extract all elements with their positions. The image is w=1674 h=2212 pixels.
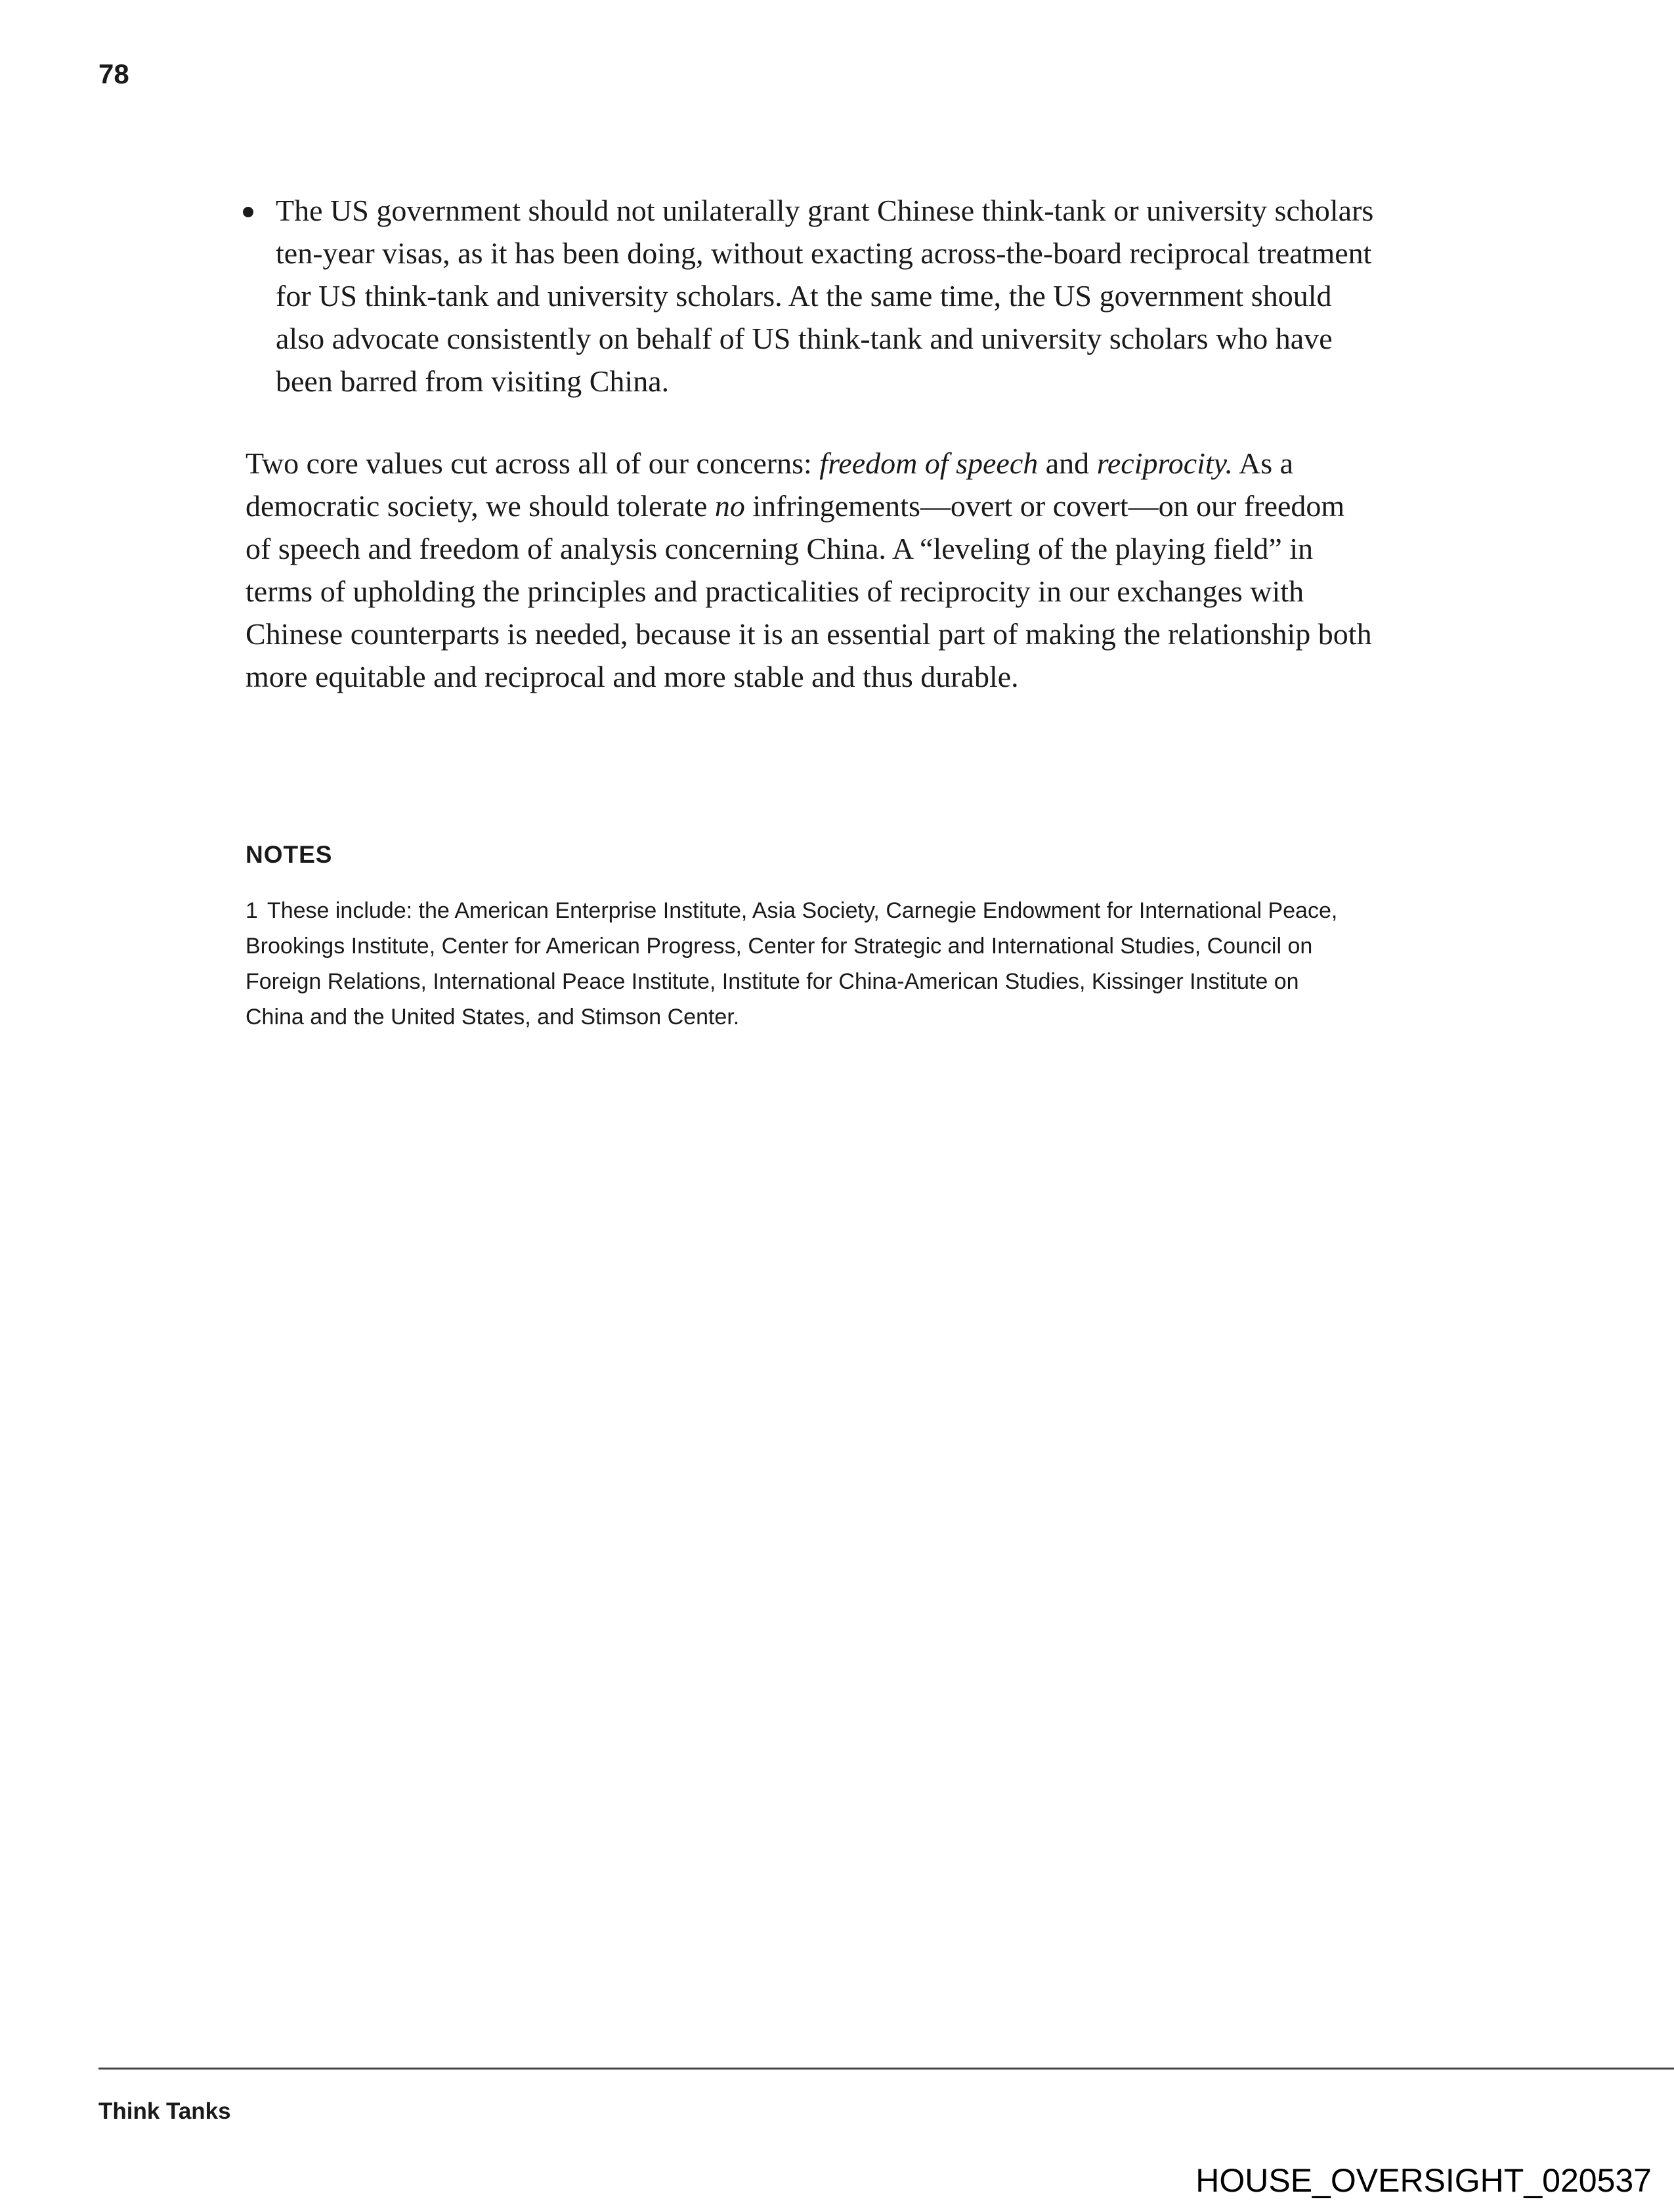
footnote-text: These include: the American Enterprise Institute, Asia Society, Carnegie Endowment for International Peace, Brookings Institute, Center for American Progress, Center for Strategic and International Studies, Council on Foreign Relations, International Peace Institute, Institute for China-American Studies, Kissinger Institute on China and the United States, and Stimson Center. <box>246 898 1338 1030</box>
body-italic-freedom-of-speech: freedom of speech <box>819 446 1039 480</box>
body-italic-reciprocity: reciprocity. <box>1096 446 1234 480</box>
page-number: 78 <box>98 58 129 89</box>
body-text-2: and <box>1038 446 1097 480</box>
recommendation-item <box>276 189 1379 402</box>
body-italic-no: no <box>714 489 745 523</box>
bullet-icon <box>243 207 253 217</box>
body-text-1: Two core values cut across all of our concerns: <box>246 446 820 480</box>
footer-divider <box>98 2068 1674 2070</box>
body-text-3: As a democratic society, we should tolerate <box>246 446 1294 523</box>
footnote <box>246 893 1362 1035</box>
footnote-number: 1 <box>246 898 258 923</box>
body-paragraph <box>246 442 1375 698</box>
body-text-4: infringements—overt or covert—on our freedom of speech and freedom of analysis concerning China. A “leveling of the playing field” in terms of upholding the principles and practicalities of reciprocity in our exchanges with Chinese counterparts is needed, because it is an essential part of making the relationship both more equitable and reciprocal and more stable and thus durable. <box>246 489 1372 693</box>
recommendation-list <box>276 189 1379 402</box>
recommendation-text: The US government should not unilaterally grant Chinese think-tank or university scholars ten-year visas, as it has been doing, without exacting across-the-board reciprocal treatment for US think-tank and university scholars. At the same time, the US government should also advocate consistently on behalf of US think-tank and university scholars who have been barred from visiting China. <box>276 194 1374 398</box>
notes-heading: NOTES <box>246 841 333 868</box>
bates-number: HOUSE_OVERSIGHT_020537 <box>1195 2162 1652 2199</box>
footer-section-label: Think Tanks <box>98 2098 231 2124</box>
